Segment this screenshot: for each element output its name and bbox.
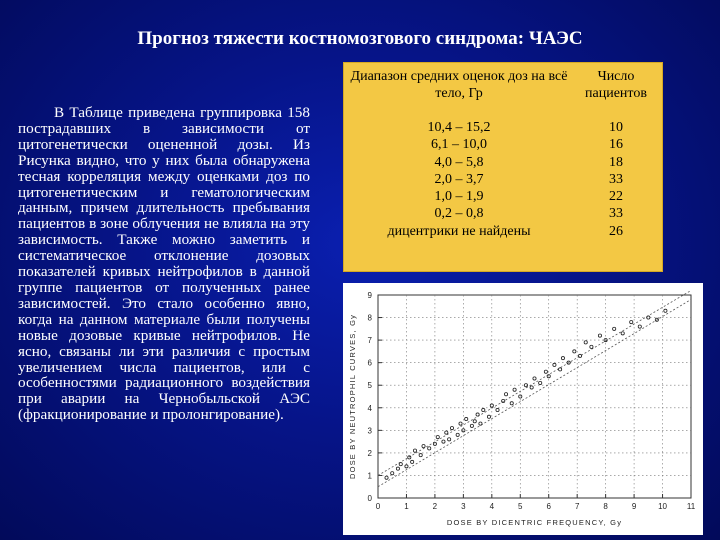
x-tick-label: 6 bbox=[546, 502, 551, 511]
data-point bbox=[399, 463, 402, 466]
table-column-range bbox=[346, 119, 572, 240]
y-axis-label: DOSE BY NEUTROPHIL CURVES, Gy bbox=[348, 313, 357, 480]
data-point bbox=[561, 357, 564, 360]
data-point bbox=[533, 377, 536, 380]
x-tick-label: 4 bbox=[489, 502, 495, 511]
table-cell-range: 2,0 – 3,7 bbox=[434, 171, 484, 187]
data-point bbox=[638, 325, 641, 328]
data-point bbox=[553, 363, 556, 366]
data-point bbox=[422, 445, 425, 448]
table-cell-range: 1,0 – 1,9 bbox=[434, 189, 484, 205]
regression-line bbox=[378, 300, 691, 487]
data-point bbox=[413, 449, 416, 452]
data-point bbox=[456, 433, 459, 436]
data-point bbox=[613, 327, 616, 330]
x-tick-label: 8 bbox=[603, 502, 608, 511]
table-cell-count: 22 bbox=[609, 189, 623, 205]
y-tick-label: 0 bbox=[367, 494, 372, 503]
x-tick-label: 5 bbox=[518, 502, 523, 511]
data-point bbox=[470, 424, 473, 427]
table-cell-count: 33 bbox=[609, 171, 623, 187]
dose-table bbox=[343, 62, 663, 272]
table-cell-count: 26 bbox=[609, 223, 623, 239]
data-point bbox=[479, 422, 482, 425]
data-point bbox=[396, 467, 399, 470]
data-point bbox=[385, 476, 388, 479]
regression-line bbox=[378, 290, 691, 475]
data-point bbox=[539, 381, 542, 384]
data-point bbox=[476, 413, 479, 416]
data-point bbox=[496, 408, 499, 411]
x-tick-label: 9 bbox=[631, 502, 637, 511]
body-paragraph: В Таблице приведена группировка 158 пострадавших в зависимости от цитогенетически оцененной дозы. Из Рисунка видно, что у них была обнаружена тесная корреляция между оценками доз по цитогенетическим и гематологическим данным, причем длительность пребывания пациентов в зоне облучения не влияла на эту зависимость. Также можно заметить и систематическое отклонение дозовых показателей кривых нейтрофилов в данной группе пациентов от полученных ранее зависимостей. Это стало особенно явно, когда на данном материале были получены новые дозовые кривые нейтрофилов. Не ясно, связаны ли эти различия с простым увеличением числа пациентов, или с особенностями радиационного воздействия при аварии на Чернобыльской АЭС (фракционирование и пролонгирование). bbox=[18, 104, 310, 424]
data-point bbox=[621, 332, 624, 335]
data-point bbox=[428, 447, 431, 450]
data-point bbox=[573, 350, 576, 353]
table-cell-range: 0,2 – 0,8 bbox=[434, 206, 484, 222]
table-cell-range: 10,4 – 15,2 bbox=[427, 120, 491, 135]
data-point bbox=[487, 415, 490, 418]
slide-title: Прогноз тяжести костномозгового синдрома: ЧАЭС bbox=[137, 28, 583, 49]
table-cell-range: 4,0 – 5,8 bbox=[434, 154, 484, 170]
data-point bbox=[436, 436, 439, 439]
data-point bbox=[448, 438, 451, 441]
scatter-plot bbox=[343, 283, 703, 535]
data-point bbox=[584, 341, 587, 344]
data-point bbox=[504, 393, 507, 396]
y-tick-label: 3 bbox=[367, 426, 372, 436]
data-point bbox=[450, 426, 453, 429]
data-point bbox=[590, 345, 593, 348]
y-tick-label: 9 bbox=[367, 291, 372, 300]
data-point bbox=[664, 309, 667, 312]
table-header-range: Диапазон средних оценок доз на всё тело, Гр bbox=[350, 69, 568, 101]
x-tick-label: 2 bbox=[432, 502, 438, 511]
x-tick-label: 7 bbox=[574, 502, 580, 511]
data-point bbox=[598, 334, 601, 337]
table-cell-count: 33 bbox=[609, 206, 623, 222]
data-point bbox=[411, 460, 414, 463]
y-tick-label: 6 bbox=[367, 358, 372, 368]
y-tick-label: 1 bbox=[367, 471, 372, 481]
y-tick-label: 5 bbox=[367, 381, 372, 391]
plot-frame bbox=[378, 295, 691, 498]
x-tick-label: 1 bbox=[404, 502, 409, 511]
data-point bbox=[530, 386, 533, 389]
data-point bbox=[544, 370, 547, 373]
data-point bbox=[465, 417, 468, 420]
y-tick-label: 2 bbox=[367, 448, 372, 458]
x-axis-label: DOSE BY DICENTRIC FREQUENCY, Gy bbox=[446, 518, 623, 527]
table-column-count bbox=[572, 119, 660, 240]
y-tick-label: 4 bbox=[367, 403, 372, 413]
data-point bbox=[510, 402, 513, 405]
data-point bbox=[445, 431, 448, 434]
table-cell-count: 10 bbox=[609, 120, 623, 135]
y-tick-label: 7 bbox=[367, 336, 372, 346]
scatter-figure bbox=[343, 283, 703, 535]
data-point bbox=[578, 354, 581, 357]
data-point bbox=[513, 388, 516, 391]
data-point bbox=[482, 408, 485, 411]
table-cell-count: 18 bbox=[609, 154, 623, 170]
x-tick-label: 11 bbox=[686, 502, 696, 511]
x-tick-label: 3 bbox=[461, 502, 466, 511]
data-point bbox=[559, 368, 562, 371]
y-tick-label: 8 bbox=[367, 313, 372, 323]
table-cell-count: 16 bbox=[609, 137, 623, 153]
data-point bbox=[391, 472, 394, 475]
table-cell-range: дицентрики не найдены bbox=[387, 223, 531, 239]
data-point bbox=[473, 420, 476, 423]
x-tick-label: 10 bbox=[658, 502, 667, 511]
data-point bbox=[419, 454, 422, 457]
table-cell-range: 6,1 – 10,0 bbox=[431, 137, 487, 153]
data-point bbox=[459, 422, 462, 425]
table-header-count: Число пациентов bbox=[585, 69, 647, 101]
data-point bbox=[630, 320, 633, 323]
x-tick-label: 0 bbox=[375, 502, 381, 511]
data-point bbox=[442, 440, 445, 443]
